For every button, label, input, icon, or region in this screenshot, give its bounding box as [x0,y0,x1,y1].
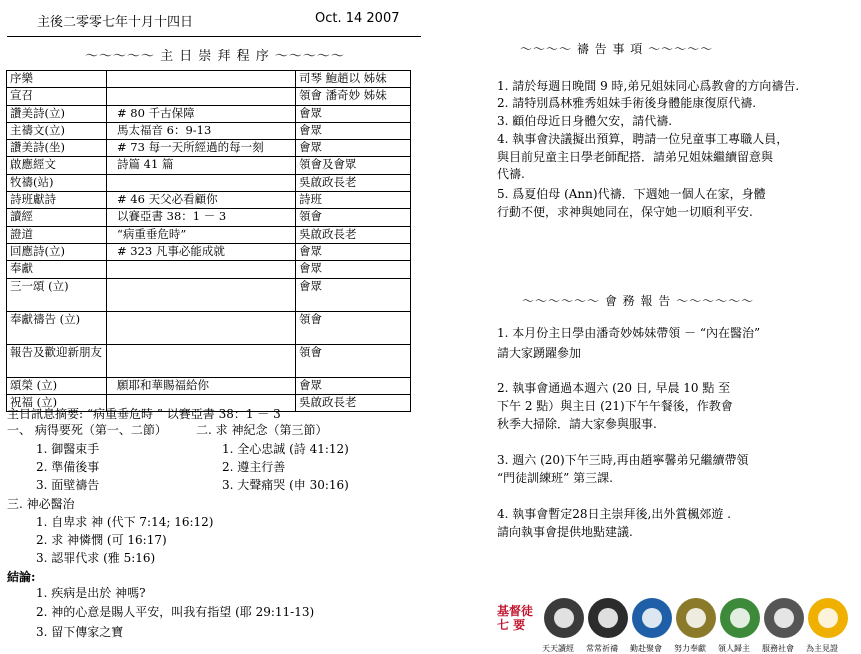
program-person: 會眾 [296,243,411,260]
program-person: 領會 [296,344,411,377]
program-item: 宣召 [7,88,107,105]
logo-label: 天天讀經 [542,644,574,653]
program-row [7,157,411,174]
program-content [107,311,296,344]
program-item: 主禱文(立) [7,122,107,139]
logo-title-line1: 基督徒 [497,604,534,618]
program-item: 讚美詩(坐) [7,140,107,157]
program-row [7,344,411,377]
program-item: 三一頌 (立) [7,278,107,311]
program-item: 讀經 [7,209,107,226]
program-content: “病重垂危時” [107,226,296,243]
affairs-item: “門徒訓練班” 第三課. [497,471,613,485]
program-person: 會眾 [296,278,411,311]
program-content: # 80 千古保障 [107,105,296,122]
program-row [7,71,411,88]
program-item: 回應詩(立) [7,243,107,260]
program-content [107,88,296,105]
bulletin-header [7,6,421,37]
program-item: 證道 [7,226,107,243]
community-service-icon [764,598,804,638]
logo-title-line2: 七 要 [497,618,526,632]
program-content: 願耶和華賜福給你 [107,377,296,394]
bible-reading-icon [544,598,584,638]
program-item: 祝福 (立) [7,394,107,411]
program-item: 詩班獻詩 [7,192,107,209]
sermon-section-3: 三. 神必醫治 [7,497,75,511]
program-person: 領會及會眾 [296,157,411,174]
sermon-point: 1. 御醫束手 [36,442,100,456]
program-person: 詩班 [296,192,411,209]
church-affairs-title: ～～～～～～ 會 務 報 告 ～～～～～～ [522,294,755,308]
program-row [7,261,411,278]
affairs-item: 請向執事會提供地點建議. [497,525,633,539]
order-of-worship-title: ～～～～～ 主 日 崇 拜 程 序 ～～～～～ [85,49,345,64]
affairs-item: 4. 執事會暫定28日主崇拜後,出外賞楓郊遊 . [497,507,731,521]
program-person: 領會 潘奇妙 姊妹 [296,88,411,105]
affairs-item: 下午 2 點）與主日 (21)下午午餐後，作教會 [497,399,733,413]
program-row [7,311,411,344]
program-item: 報告及歡迎新朋友 [7,344,107,377]
program-person: 領會 [296,209,411,226]
prayer-item: 行動不便，求神與她同在，保守她一切順利平安. [497,205,753,219]
program-item: 奉獻禱告 (立) [7,311,107,344]
logo-title [497,604,533,632]
program-row [7,278,411,311]
affairs-item: 請大家踴躍參加 [497,346,582,360]
program-row [7,174,411,191]
sermon-section-2: 二. 求 神紀念（第三節） [196,423,328,437]
program-item: 啟應經文 [7,157,107,174]
sermon-point: 3. 面壁禱告 [36,478,100,492]
program-content: # 323 凡事必能成就 [107,243,296,260]
prayer-item: 與目前兒童主日學老師配搭．請弟兄姐妹繼續留意與 [497,150,774,164]
prayer-item: 1. 請於每週日晚間 9 時,弟兄姐妹同心爲教會的方向禱告. [497,79,800,93]
chinese-date: 主後二零零七年十月十四日 [37,15,194,30]
program-row [7,140,411,157]
sermon-summary: 主日訊息摘要: “病重垂危時 ” 以賽亞書 38：1 － 3 [7,407,281,421]
program-content: 馬太福音 6：9-13 [107,122,296,139]
worship-gathering-icon [632,598,672,638]
evangelism-icon [720,598,760,638]
program-content: # 46 天父必看顧你 [107,192,296,209]
logo-label: 常常祈禱 [586,644,618,653]
program-row [7,243,411,260]
sermon-point: 2. 遵主行善 [222,460,286,474]
program-person: 會眾 [296,105,411,122]
logo-label: 為主見證 [806,644,838,653]
program-item: 序樂 [7,71,107,88]
program-person: 吳啟政長老 [296,394,411,411]
witness-icon [808,598,848,638]
prayer-items-title: ～～～～ 禱 告 事 項 ～～～～～ [520,42,714,56]
program-row [7,226,411,243]
affairs-item: 1. 本月份主日學由潘奇妙姊妹帶領 － “內在醫治” [497,326,761,340]
conclusion-point: 3. 留下傳家之寶 [36,625,124,639]
program-row [7,122,411,139]
conclusion-point: 2. 神的心意是賜人平安，叫我有指望 (耶 29:11-13) [36,605,315,619]
program-content: 以賽亞書 38：1 － 3 [107,209,296,226]
logo-label: 領人歸主 [718,644,750,653]
english-date: Oct. 14 2007 [315,11,400,26]
affairs-item: 3. 週六 (20)下午三時,再由趙寧馨弟兄繼續帶領 [497,453,749,467]
program-row [7,377,411,394]
affairs-item: 2. 執事會通過本週六 (20 日, 早晨 10 點 至 [497,381,731,395]
program-content [107,71,296,88]
sermon-point: 2. 準備後事 [36,460,100,474]
program-row [7,105,411,122]
program-person: 吳啟政長老 [296,174,411,191]
sermon-point: 2. 求 神憐憫 (可 16:17) [36,533,167,547]
program-person: 會眾 [296,261,411,278]
prayer-item: 2. 請特別爲林雅秀姐妹手術後身體能康復原代禱. [497,96,757,110]
sermon-point: 3. 認罪代求 (雅 5:16) [36,551,156,565]
program-item: 讚美詩(立) [7,105,107,122]
program-person: 會眾 [296,122,411,139]
conclusion-point: 1. 疾病是出於 神嗎? [36,586,146,600]
sermon-point: 1. 全心忠誠 (詩 41:12) [222,442,349,456]
logo-label: 勤赴聚會 [630,644,662,653]
affairs-item: 秋季大掃除．請大家參與服事. [497,417,657,431]
program-person: 司琴 鮑趙以 姊妹 [296,71,411,88]
logo-label: 努力奉獻 [674,644,706,653]
program-content: # 73 每一天所經過的每一刻 [107,140,296,157]
prayer-item: 4. 執事會決議擬出預算，聘請一位兒童事工專職人員， [497,132,789,146]
prayer-item: 代禱. [497,167,525,181]
conclusion-title: 結論: [7,570,36,584]
logo-label: 服務社會 [762,644,794,653]
program-row [7,192,411,209]
program-content [107,344,296,377]
program-person: 會眾 [296,140,411,157]
program-person: 領會 [296,311,411,344]
program-person: 吳啟政長老 [296,226,411,243]
program-content [107,278,296,311]
program-item: 牧禱(站) [7,174,107,191]
program-person: 會眾 [296,377,411,394]
program-content: 詩篇 41 篇 [107,157,296,174]
program-item: 頌榮 (立) [7,377,107,394]
sermon-point: 1. 自卑求 神 (代下 7:14; 16:12) [36,515,214,529]
program-row [7,88,411,105]
sermon-section-1: 一、 病得要死（第一、二節） [7,423,167,437]
offering-icon [676,598,716,638]
program-row [7,209,411,226]
seven-essentials-logo [497,598,847,654]
sermon-point: 3. 大聲痛哭 (申 30:16) [222,478,349,492]
prayer-item: 5. 爲夏伯母 (Ann)代禱．下週她一個人在家，身體 [497,187,766,201]
order-of-worship-table [6,70,411,412]
program-content [107,261,296,278]
prayer-icon [588,598,628,638]
program-content [107,174,296,191]
prayer-item: 3. 顧伯母近日身體欠安，請代禱. [497,114,673,128]
program-item: 奉獻 [7,261,107,278]
